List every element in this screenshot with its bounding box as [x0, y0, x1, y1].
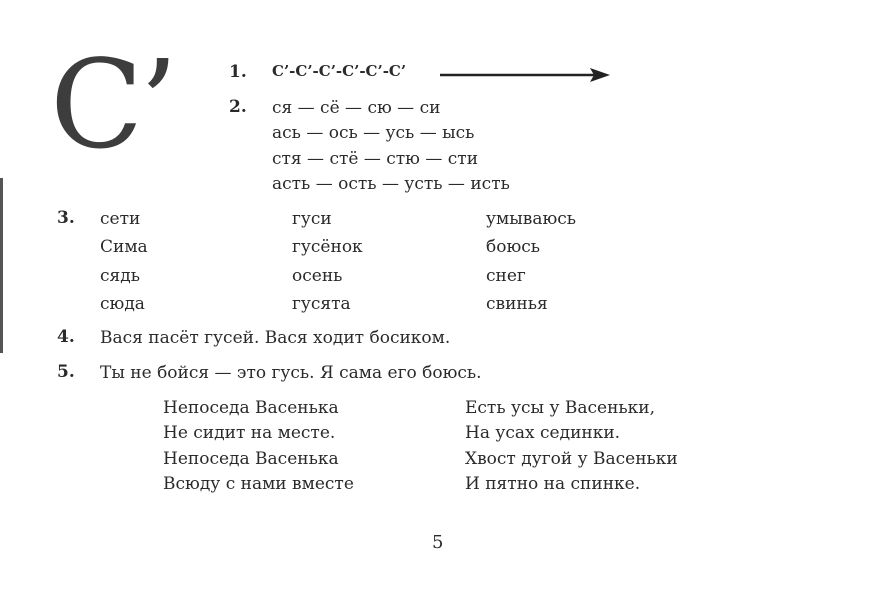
word-col3-3: снег: [486, 266, 526, 286]
page-number: 5: [432, 532, 444, 553]
syllable-line-4: асть — ость — усть — исть: [272, 174, 510, 194]
poem-left-line-3: Непоседа Васенька: [163, 449, 339, 469]
exercise-5-number: 5.: [57, 362, 75, 382]
poem-right-line-1: Есть усы у Васеньки,: [465, 398, 656, 418]
exercise-4-sentence: Вася пасёт гусей. Вася ходит босиком.: [100, 328, 451, 348]
word-col2-1: гуси: [292, 209, 332, 229]
poem-left-line-1: Непоседа Васенька: [163, 398, 339, 418]
lesson-letter: С’: [50, 34, 175, 176]
poem-right-line-4: И пятно на спинке.: [465, 474, 641, 494]
exercise-1-number: 1.: [229, 62, 247, 82]
syllable-line-3: стя — стё — стю — сти: [272, 149, 479, 169]
syllable-line-1: ся — сё — сю — си: [272, 98, 441, 118]
word-col1-3: сядь: [100, 266, 140, 286]
exercise-3-number: 3.: [57, 208, 75, 228]
word-col2-2: гусёнок: [292, 237, 363, 257]
exercise-5-sentence: Ты не бойся — это гусь. Я сама его боюсь.: [100, 363, 482, 383]
syllable-line-2: ась — ось — усь — ысь: [272, 123, 475, 143]
poem-right-line-2: На усах сединки.: [465, 423, 621, 443]
word-col1-4: сюда: [100, 294, 145, 314]
arrow-right-icon: [440, 67, 612, 83]
poem-left-line-4: Всюду с нами вместе: [163, 474, 354, 494]
exercise-2-number: 2.: [229, 97, 247, 117]
word-col1-1: сети: [100, 209, 141, 229]
poem-right-line-3: Хвост дугой у Васеньки: [465, 449, 678, 469]
word-col3-1: умываюсь: [486, 209, 577, 229]
word-col2-3: осень: [292, 266, 343, 286]
exercise-1-sequence: С’-С’-С’-С’-С’-С’: [272, 62, 407, 80]
poem-left-line-2: Не сидит на месте.: [163, 423, 336, 443]
word-col3-4: свинья: [486, 294, 548, 314]
word-col2-4: гусята: [292, 294, 351, 314]
page-edge-bar: [0, 178, 3, 353]
word-col1-2: Сима: [100, 237, 148, 257]
exercise-4-number: 4.: [57, 327, 75, 347]
word-col3-2: боюсь: [486, 237, 541, 257]
